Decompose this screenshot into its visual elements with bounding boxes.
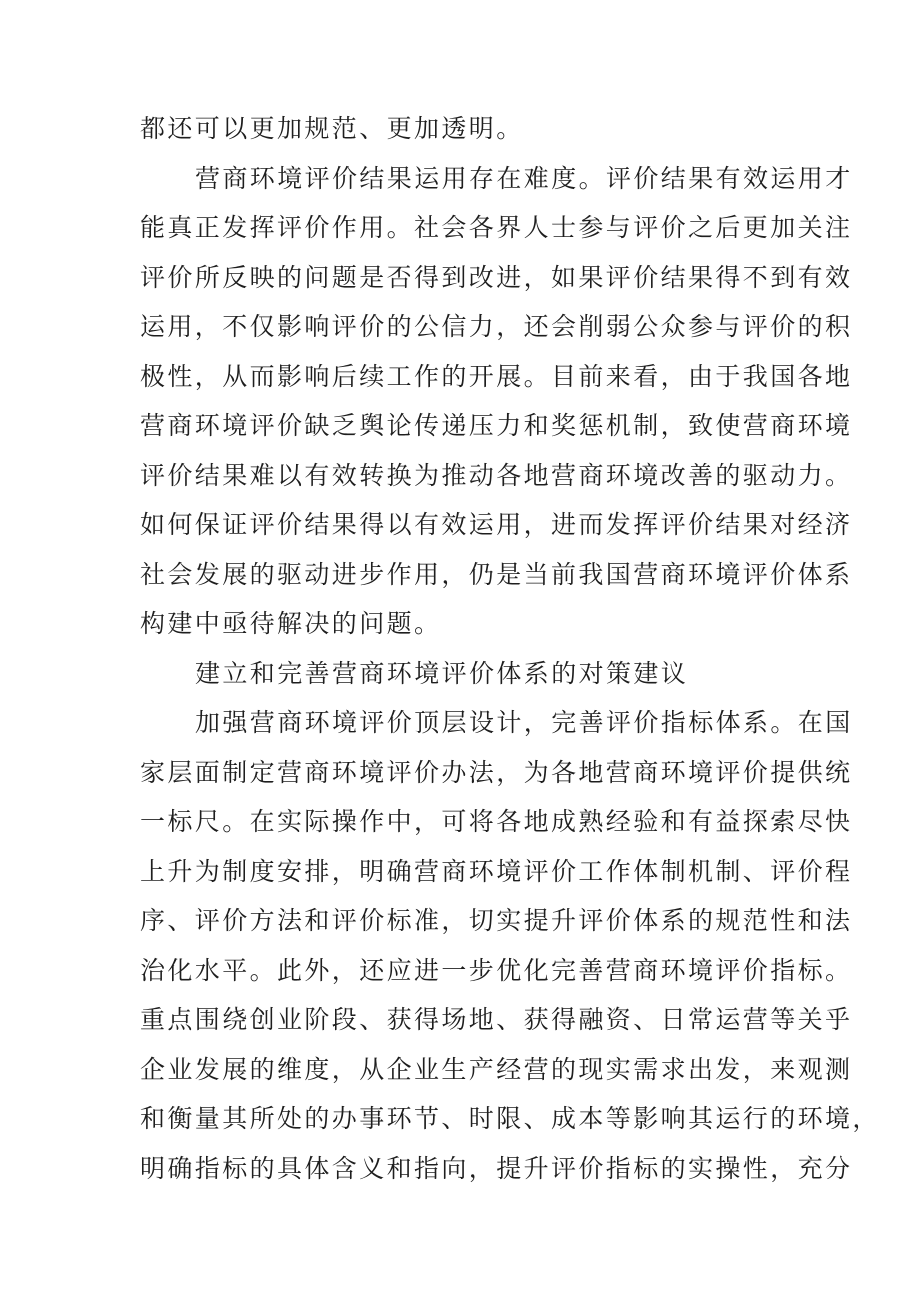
- text-line: 治化水平。此外，还应进一步优化完善营商环境评价指标。: [140, 955, 853, 985]
- text-line: 评价所反映的问题是否得到改进，如果评价结果得不到有效: [140, 262, 853, 292]
- text-line: 建立和完善营商环境评价体系的对策建议: [195, 658, 689, 688]
- text-line: 构建中亟待解决的问题。: [140, 609, 442, 638]
- document-body: [140, 104, 880, 1193]
- text-line: 能真正发挥评价作用。社会各界人士参与评价之后更加关注: [140, 213, 853, 242]
- text-line: 都还可以更加规范、更加透明。: [140, 114, 524, 143]
- text-line: 明确指标的具体含义和指向，提升评价指标的实操性，充分: [140, 1153, 853, 1183]
- text-line: 和衡量其所处的办事环节、时限、成本等影响其运行的环境，: [140, 1104, 880, 1133]
- text-line: 如何保证评价结果得以有效运用，进而发挥评价结果对经济: [140, 510, 853, 539]
- text-line: 营商环境评价缺乏舆论传递压力和奖惩机制，致使营商环境: [140, 411, 853, 440]
- text-line: 营商环境评价结果运用存在难度。评价结果有效运用才: [195, 163, 853, 193]
- text-line: 一标尺。在实际操作中，可将各地成熟经验和有益探索尽快: [140, 807, 853, 836]
- text-line: 上升为制度安排，明确营商环境评价工作体制机制、评价程: [140, 856, 853, 886]
- text-line: 极性，从而影响后续工作的开展。目前来看，由于我国各地: [140, 361, 853, 391]
- text-line: 序、评价方法和评价标准，切实提升评价体系的规范性和法: [140, 906, 853, 935]
- text-line: 加强营商环境评价顶层设计，完善评价指标体系。在国: [195, 708, 853, 737]
- text-line: 社会发展的驱动进步作用，仍是当前我国营商环境评价体系: [140, 559, 853, 589]
- text-line: 家层面制定营商环境评价办法，为各地营商环境评价提供统: [140, 757, 853, 787]
- text-line: 运用，不仅影响评价的公信力，还会削弱公众参与评价的积: [140, 312, 853, 341]
- text-line: 重点围绕创业阶段、获得场地、获得融资、日常运营等关乎: [140, 1005, 853, 1034]
- text-line: 企业发展的维度，从企业生产经营的现实需求出发，来观测: [140, 1054, 853, 1084]
- text-line: 评价结果难以有效转换为推动各地营商环境改善的驱动力。: [140, 460, 853, 490]
